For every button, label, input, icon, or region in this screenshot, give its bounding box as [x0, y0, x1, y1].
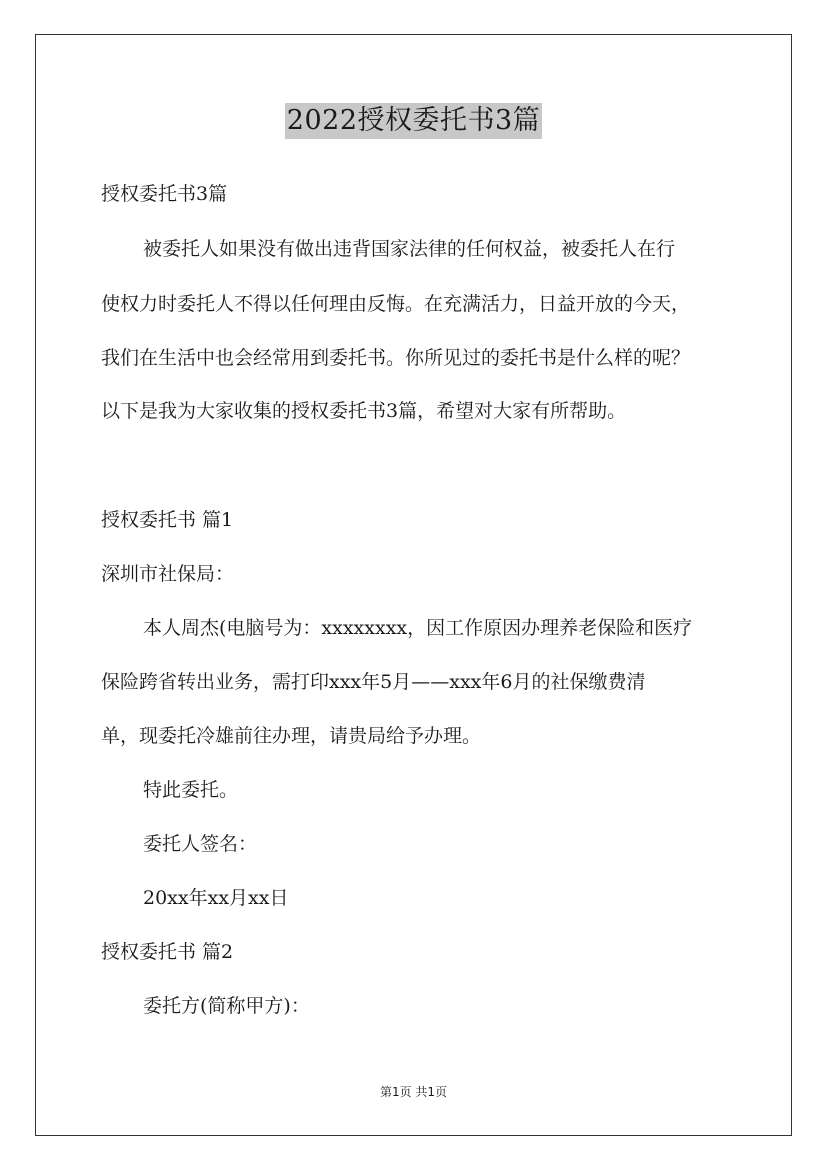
section1-body-line-3: 单，现委托冷雄前往办理，请贵局给予办理。 [101, 725, 482, 747]
section1-date: 20xx年xx月xx日 [143, 887, 289, 909]
section2-party: 委托方(简称甲方)： [143, 995, 310, 1017]
section1-signature: 委托人签名： [143, 833, 258, 855]
section1-heading: 授权委托书 篇1 [101, 509, 234, 531]
document-subtitle: 授权委托书3篇 [101, 183, 228, 205]
intro-line-4: 以下是我为大家收集的授权委托书3篇，希望对大家有所帮助。 [101, 400, 627, 422]
title-container [0, 103, 827, 139]
page-footer: 第1页 共1页 [379, 1085, 448, 1099]
intro-line-2: 使权力时委托人不得以任何理由反悔。在充满活力，日益开放的今天， [101, 293, 691, 315]
document-title: 2022授权委托书3篇 [285, 103, 542, 139]
intro-line-1: 被委托人如果没有做出违背国家法律的任何权益，被委托人在行 [143, 238, 676, 260]
section1-addressee: 深圳市社保局： [101, 563, 235, 585]
intro-line-3: 我们在生活中也会经常用到委托书。你所见过的委托书是什么样的呢？ [101, 347, 691, 369]
section2-heading: 授权委托书 篇2 [101, 941, 234, 963]
section1-body-line-2: 保险跨省转出业务，需打印xxx年5月——xxx年6月的社保缴费清 [101, 671, 646, 693]
section1-body-line-1: 本人周杰(电脑号为：xxxxxxxx，因工作原因办理养老保险和医疗 [143, 617, 693, 639]
section1-closing: 特此委托。 [143, 779, 239, 801]
